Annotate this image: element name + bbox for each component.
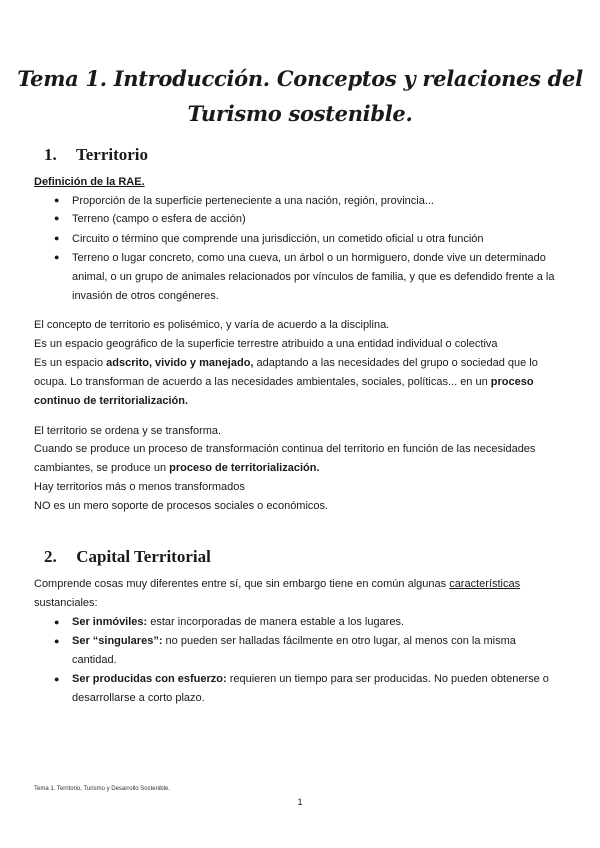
paragraph-line [34,356,538,370]
bullet-icon: ● [54,636,60,646]
text-span: requieren un tiempo para ser producidas. No pueden obtenerse o [226,673,549,685]
text-span: ocupa. Lo transforman de acuerdo a las necesidades ambientales, sociales, políticas... en un [34,376,491,388]
bullet-icon: ● [54,233,60,243]
paragraph-line: Hay territorios más o menos transformados [34,481,245,493]
bullet-icon: ● [54,674,60,684]
paragraph-line [34,394,188,408]
text-span: Comprende cosas muy diferentes entre sí, que sin embargo tiene en común algunas [34,578,450,590]
definition-bullet-4: Terreno o lugar concreto, como una cueva, un árbol o un hormiguero, donde vive un determinado [72,252,546,264]
page-footer: Tema 1. Territorio, Turismo y Desarrollo Sostenible. [34,786,170,792]
paragraph-line [34,461,320,475]
definition-title: Definición de la RAE. [34,176,145,188]
section-1-title: Territorio [75,145,149,164]
characteristic-bullet-3 [72,672,549,686]
text-span: adaptando a las necesidades del grupo o sociedad que lo [253,357,538,369]
paragraph-line [34,375,534,389]
text-span: no pueden ser halladas fácilmente en otro lugar, al menos con la misma [162,635,516,647]
paragraph-line: Cuando se produce un proceso de transformación continua del territorio en función de las necesidades [34,443,536,455]
section-2-title: Capital Territorial [76,547,211,566]
bold-text: proceso de territorialización. [169,462,320,474]
document-title-line-2: Turismo sostenible. [187,101,413,126]
definition-bullet-3: Circuito o término que comprende una jurisdicción, un cometido oficial u otra función [72,233,484,245]
paragraph-line [34,577,520,591]
bold-text: proceso [490,376,534,388]
bold-text: Ser inmóviles: [72,616,148,628]
bold-text: Ser “singulares”: [72,635,163,647]
document-title-line-1: Tema 1. Introducción. Conceptos y relaciones del [17,66,583,91]
paragraph-line: El concepto de territorio es polisémico, y varía de acuerdo a la disciplina. [34,319,390,331]
bullet-icon: ● [54,213,60,223]
bold-text: adscrito, vivido y manejado, [106,357,254,369]
definition-bullet-4-cont-2: invasión de otros congéneres. [72,290,219,302]
bullet-icon: ● [54,252,60,262]
definition-bullet-4-cont-1: animal, o un grupo de animales relacionados por vínculos de familia, y que es defendido frente a la [72,271,555,283]
text-span: estar incorporadas de manera estable a los lugares. [147,616,405,628]
definition-bullet-1: Proporción de la superficie perteneciente a una nación, región, provincia... [72,195,435,207]
paragraph-line: Es un espacio geográfico de la superficie terrestre atribuido a una entidad individual o colectiva [34,338,498,350]
characteristic-bullet-2 [72,634,516,648]
section-2-heading [44,547,211,567]
characteristic-bullet-3-cont: desarrollarse a corto plazo. [72,692,205,704]
definition-bullet-2: Terreno (campo o esfera de acción) [72,213,246,225]
bullet-icon: ● [54,195,60,205]
section-1-number: 1. [44,145,57,164]
page-number: 1 [297,797,303,807]
characteristic-bullet-1 [72,615,404,629]
paragraph-line: NO es un mero soporte de procesos sociales o económicos. [34,500,329,512]
section-1-heading [44,145,148,165]
paragraph-line: El territorio se ordena y se transforma. [34,425,222,437]
bold-text: Ser producidas con esfuerzo: [72,673,227,685]
section-2-number: 2. [44,547,57,566]
bullet-icon: ● [54,617,60,627]
text-span: cambiantes, se produce un [34,462,170,474]
bold-text: continuo de territorialización. [34,395,189,407]
underlined-text: características [449,578,521,590]
characteristic-bullet-2-cont: cantidad. [72,654,117,666]
paragraph-line: sustanciales: [34,597,98,609]
text-span: Es un espacio [34,357,107,369]
